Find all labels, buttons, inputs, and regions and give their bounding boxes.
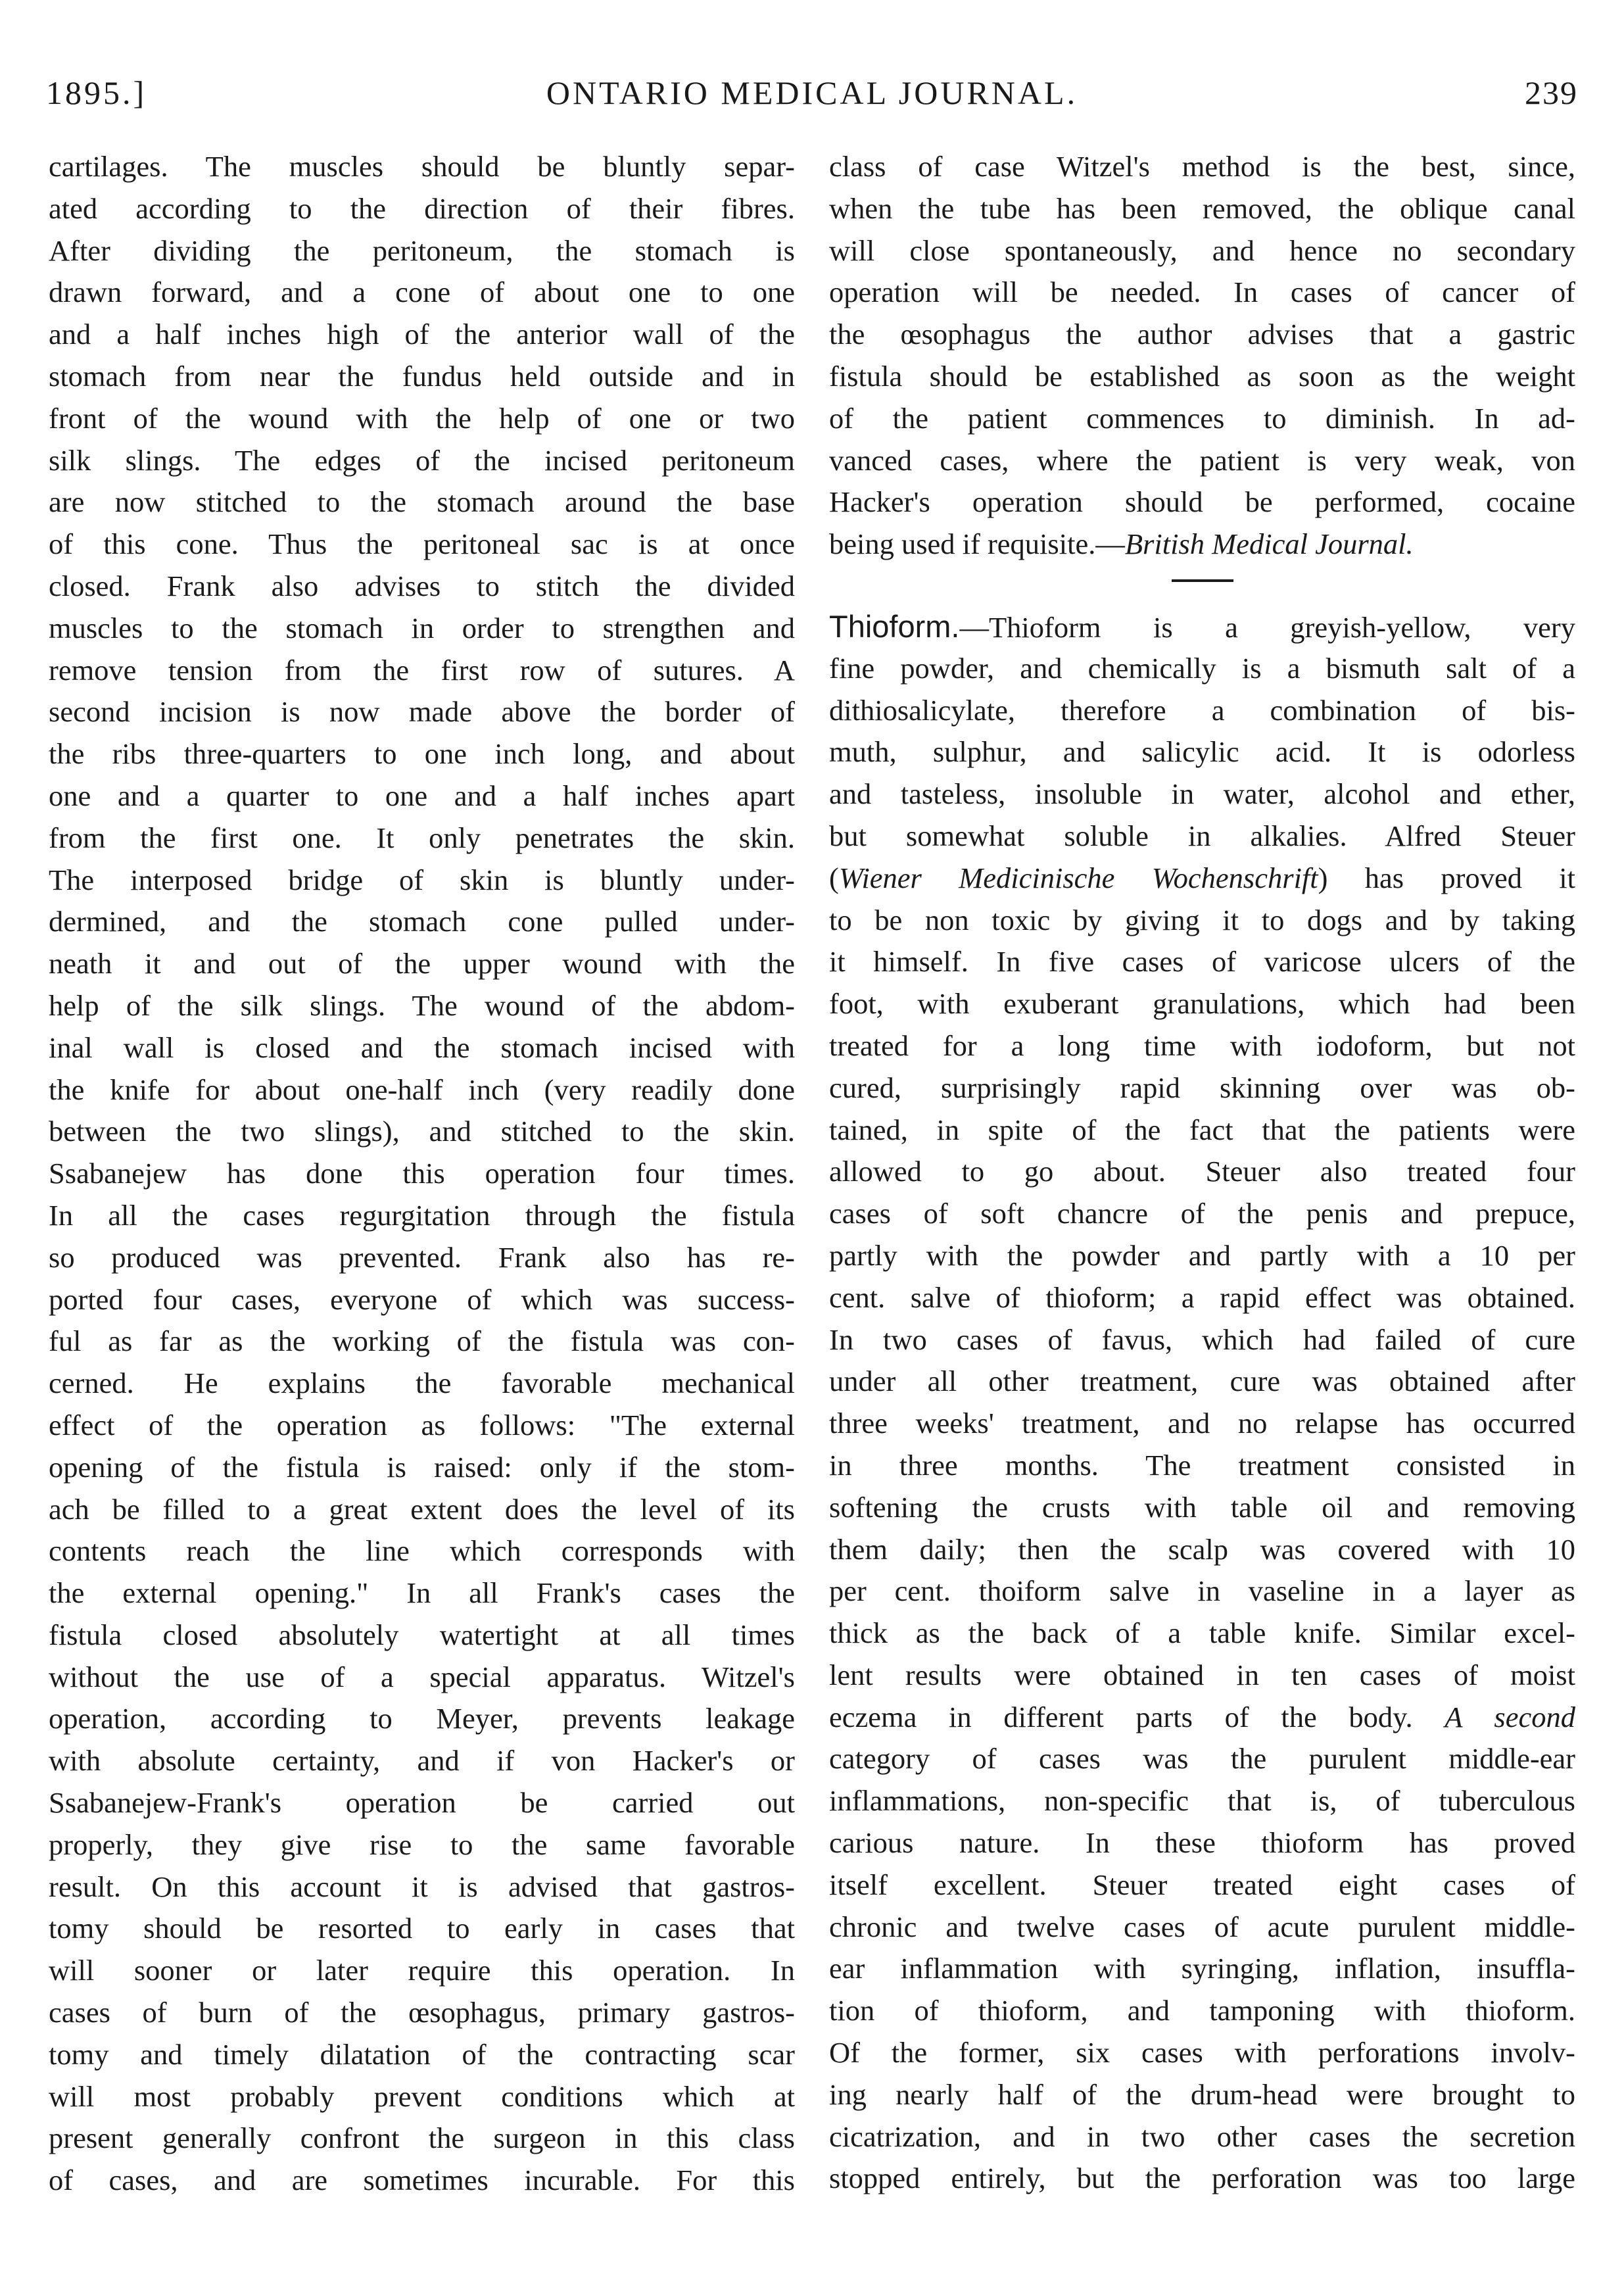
text-line: cases of soft chancre of the penis and prepuce, (829, 1197, 1575, 1230)
text-line: cartilages. The muscles should be bluntly separ- (49, 150, 795, 183)
text-line: muscles to the stomach in order to strengthen and (49, 611, 795, 644)
text-line: the external opening." In all Frank's cases the (49, 1576, 795, 1610)
text-line: are now stitched to the stomach around the base (49, 485, 795, 519)
text-line: them daily; then the scalp was covered with 10 (829, 1532, 1575, 1566)
text-line: thick as the back of a table knife. Similar excel- (829, 1616, 1575, 1650)
text-line: from the first one. It only penetrates the skin. (49, 821, 795, 854)
text-line: Hacker's operation should be performed, cocaine (829, 485, 1575, 519)
text-line: in three months. The treatment consisted in (829, 1448, 1575, 1482)
text-line: chronic and twelve cases of acute purulent middle- (829, 1910, 1575, 1943)
text-line: After dividing the peritoneum, the stomach is (49, 233, 795, 267)
text-line: itself excellent. Steuer treated eight cases of (829, 1868, 1575, 1901)
text-line: class of case Witzel's method is the best, since, (829, 150, 1575, 183)
text-line: foot, with exuberant granulations, which had been (829, 987, 1575, 1021)
text-line: and a half inches high of the anterior wall of the (49, 318, 795, 351)
text-line: Ssabanejew has done this operation four times. (49, 1157, 795, 1190)
text-line: muth, sulphur, and salicylic acid. It is odorless (829, 735, 1575, 769)
text-line: under all other treatment, cure was obtained after (829, 1365, 1575, 1398)
text-line: lent results were obtained in ten cases of moist (829, 1658, 1575, 1691)
text-line: dermined, and the stomach cone pulled under- (49, 905, 795, 938)
text-line: partly with the powder and partly with a 10 per (829, 1238, 1575, 1272)
text-line: when the tube has been removed, the oblique canal (829, 191, 1575, 225)
text-line: it himself. In five cases of varicose ulcers of the (829, 945, 1575, 979)
text-line: cured, surprisingly rapid skinning over was ob- (829, 1071, 1575, 1104)
right-column (829, 146, 1575, 2200)
text-line: operation, according to Meyer, prevents leakage (49, 1702, 795, 1735)
text-line: tomy should be resorted to early in cases that (49, 1912, 795, 1945)
text-line: cent. salve of thioform; a rapid effect was obtained. (829, 1280, 1575, 1314)
text-line: the œsophagus the author advises that a gastric (829, 318, 1575, 351)
text-line: front of the wound with the help of one or two (49, 401, 795, 435)
text-line: and tasteless, insoluble in water, alcohol and ether, (829, 777, 1575, 811)
text-line: of cases, and are sometimes incurable. For this (49, 2164, 795, 2197)
text-line: dithiosalicylate, therefore a combination of bis- (829, 693, 1575, 727)
text-line: ful as far as the working of the fistula was con- (49, 1324, 795, 1358)
thioform-lines-a (829, 648, 1575, 858)
text-line: category of cases was the purulent middle-ear (829, 1742, 1575, 1776)
text-line: carious nature. In these thioform has proved (829, 1826, 1575, 1860)
thioform-lines-c (829, 1738, 1575, 2200)
section-heading-thioform: Thioform. (829, 608, 960, 644)
text-line: vanced cases, where the patient is very weak, von (829, 443, 1575, 477)
text-line: but somewhat soluble in alkalies. Alfred Steuer (829, 819, 1575, 852)
text-line: silk slings. The edges of the incised peritoneum (49, 443, 795, 477)
text-line: ach be filled to a great extent does the level of its (49, 1492, 795, 1526)
text-line: inal wall is closed and the stomach incised with (49, 1030, 795, 1064)
text-line: Ssabanejew-Frank's operation be carried out (49, 1786, 795, 1820)
text-line: softening the crusts with table oil and removing (829, 1490, 1575, 1524)
thioform-lines-b (829, 900, 1575, 1697)
text-span: eczema in different parts of the body. (829, 1700, 1445, 1733)
text-line: between the two slings), and stitched to the skin. (49, 1115, 795, 1148)
journal-title: ONTARIO MEDICAL JOURNAL. (546, 74, 1078, 111)
text-line: ated according to the direction of their fibres. (49, 191, 795, 225)
text-line: will sooner or later require this operation. In (49, 1954, 795, 1987)
text-line: result. On this account it is advised that gastros- (49, 1870, 795, 1903)
left-column (49, 146, 795, 2202)
text-span: being used if requisite.— (829, 527, 1125, 561)
text-line: stomach from near the fundus held outside and in (49, 359, 795, 393)
running-head (46, 74, 1578, 126)
citation-bmj: British Medical Journal. (1124, 527, 1414, 561)
text-line: fistula closed absolutely watertight at all times (49, 1618, 795, 1651)
text-line: will most probably prevent conditions which at (49, 2079, 795, 2113)
text-line: tion of thioform, and tamponing with thioform. (829, 1994, 1575, 2027)
text-line: ear inflammation with syringing, inflation, insuffla- (829, 1952, 1575, 1985)
text-line: inflammations, non-specific that is, of tuberculous (829, 1784, 1575, 1818)
text-line: three weeks' treatment, and no relapse has occurred (829, 1407, 1575, 1440)
text-line: remove tension from the first row of sutures. A (49, 653, 795, 687)
text-line: will close spontaneously, and hence no secondary (829, 233, 1575, 267)
text-line: second incision is now made above the border of (49, 695, 795, 729)
text-line: The interposed bridge of skin is bluntly under- (49, 863, 795, 896)
text-line: of this cone. Thus the peritoneal sac is at once (49, 527, 795, 561)
text-line: closed. Frank also advises to stitch the divided (49, 569, 795, 602)
text-line: contents reach the line which corresponds with (49, 1534, 795, 1568)
text-line: opening of the fistula is raised: only if the stom- (49, 1450, 795, 1484)
text-line: the ribs three-quarters to one inch long, and about (49, 737, 795, 771)
text-line: fistula should be established as soon as the weight (829, 359, 1575, 393)
text-span: ( (829, 861, 839, 894)
text-line: neath it and out of the upper wound with the (49, 947, 795, 981)
citation-wmw: Wiener Medicinische Wochenschrift (838, 861, 1318, 894)
text-line: tomy and timely dilatation of the contracting scar (49, 2037, 795, 2071)
text-line: cicatrization, and in two other cases the secretion (829, 2119, 1575, 2153)
text-line: per cent. thoiform salve in vaseline in a layer as (829, 1574, 1575, 1608)
text-line (829, 523, 1575, 566)
text-line: ing nearly half of the drum-head were brought to (829, 2077, 1575, 2111)
text-line: one and a quarter to one and a half inches apart (49, 779, 795, 812)
text-line: so produced was prevented. Frank also has re- (49, 1240, 795, 1274)
text-line: allowed to go about. Steuer also treated four (829, 1155, 1575, 1188)
text-line: to be non toxic by giving it to dogs and by taking (829, 903, 1575, 936)
text-line: cerned. He explains the favorable mechanical (49, 1367, 795, 1400)
text-line (829, 858, 1575, 900)
text-line: effect of the operation as follows: "The external (49, 1408, 795, 1441)
text-line: properly, they give rise to the same favorable (49, 1828, 795, 1861)
text-line: present generally confront the surgeon in this class (49, 2121, 795, 2155)
page-number: 239 (1525, 74, 1578, 111)
section-divider (1172, 579, 1233, 582)
text-line: without the use of a special apparatus. Witzel's (49, 1660, 795, 1693)
text-line: treated for a long time with iodoform, but not (829, 1029, 1575, 1062)
text-line: In all the cases regurgitation through the fistula (49, 1198, 795, 1232)
text-line: ported four cases, everyone of which was success- (49, 1282, 795, 1316)
text-line: the knife for about one-half inch (very readily done (49, 1073, 795, 1106)
text-line (829, 606, 1575, 648)
text-line: tained, in spite of the fact that the patients were (829, 1113, 1575, 1146)
text-line: of the patient commences to diminish. In ad- (829, 401, 1575, 435)
right-intro-lines (829, 146, 1575, 523)
text-line: drawn forward, and a cone of about one to one (49, 276, 795, 309)
text-line: help of the silk slings. The wound of the abdom- (49, 988, 795, 1022)
text-span: ) has proved it (1318, 861, 1575, 894)
text-line (829, 1697, 1575, 1739)
text-line: stopped entirely, but the perforation was too large (829, 2162, 1575, 2195)
text-line: fine powder, and chemically is a bismuth salt of a (829, 651, 1575, 685)
text-line: with absolute certainty, and if von Hacker's or (49, 1744, 795, 1778)
italic-second-category: A second (1445, 1700, 1575, 1733)
text-line: Of the former, six cases with perforations involv- (829, 2036, 1575, 2070)
header-year: 1895.] (46, 74, 147, 111)
text-line: In two cases of favus, which had failed of cure (829, 1322, 1575, 1356)
text-line: operation will be needed. In cases of cancer of (829, 276, 1575, 309)
text-span: —Thioform is a greyish-yellow, very (959, 610, 1575, 644)
text-line: cases of burn of the œsophagus, primary gastros- (49, 1996, 795, 2029)
